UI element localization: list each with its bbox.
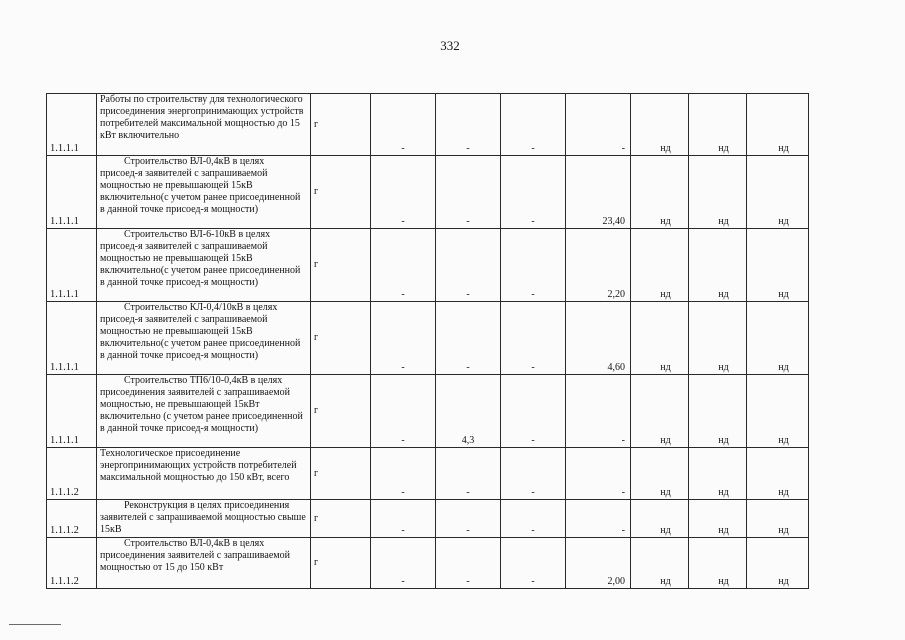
row-value: нд <box>689 448 747 500</box>
row-value: - <box>501 538 566 589</box>
table-row <box>47 448 809 500</box>
row-value: - <box>566 500 631 538</box>
row-value: нд <box>631 302 689 375</box>
table-row <box>47 94 809 156</box>
row-value: - <box>436 229 501 302</box>
row-unit: г <box>311 375 371 448</box>
row-value: нд <box>689 375 747 448</box>
row-unit: г <box>311 94 371 156</box>
row-value: - <box>566 94 631 156</box>
row-unit: г <box>311 538 371 589</box>
row-value: - <box>371 500 436 538</box>
table-row <box>47 156 809 229</box>
row-value: - <box>501 375 566 448</box>
row-value: - <box>436 538 501 589</box>
row-value: нд <box>747 156 809 229</box>
row-description: Строительство ВЛ-0,4кВ в целях присоединения заявителей с запрашиваемой мощностью от 15 до 150 кВт <box>97 538 311 589</box>
page-number: 332 <box>440 38 460 53</box>
row-value: нд <box>631 375 689 448</box>
row-value: нд <box>689 500 747 538</box>
row-value: - <box>371 375 436 448</box>
row-description: Строительство ТП6/10-0,4кВ в целях присоединения заявителей с запрашиваемой мощностью, не превышающей 15кВт включительно (с учетом ранее присоединенной в данной точке присоед-я мощности) <box>97 375 311 448</box>
row-unit: г <box>311 229 371 302</box>
row-value: нд <box>747 229 809 302</box>
row-value: нд <box>747 94 809 156</box>
row-description: Строительство ВЛ-6-10кВ в целях присоед-я заявителей с запрашиваемой мощностью не превышающей 15кВ включительно(с учетом ранее присоединенной в данной точке присоед-я мощности) <box>97 229 311 302</box>
data-table <box>46 93 809 589</box>
row-value: нд <box>747 302 809 375</box>
row-value: - <box>371 538 436 589</box>
row-value: нд <box>747 448 809 500</box>
row-code: 1.1.1.2 <box>47 448 97 500</box>
row-code: 1.1.1.1 <box>47 375 97 448</box>
row-value: - <box>501 229 566 302</box>
row-value: - <box>371 448 436 500</box>
row-value: - <box>371 94 436 156</box>
row-code: 1.1.1.1 <box>47 229 97 302</box>
row-value: - <box>501 500 566 538</box>
row-value: нд <box>631 538 689 589</box>
row-value: нд <box>631 448 689 500</box>
row-value: - <box>436 94 501 156</box>
row-value: нд <box>747 375 809 448</box>
row-value: - <box>371 302 436 375</box>
row-value: 4,60 <box>566 302 631 375</box>
row-value: 2,20 <box>566 229 631 302</box>
row-code: 1.1.1.1 <box>47 156 97 229</box>
row-code: 1.1.1.2 <box>47 538 97 589</box>
row-value: нд <box>689 538 747 589</box>
table-row <box>47 229 809 302</box>
row-unit: г <box>311 500 371 538</box>
row-unit: г <box>311 302 371 375</box>
row-value: нд <box>747 538 809 589</box>
row-value: - <box>501 448 566 500</box>
row-code: 1.1.1.2 <box>47 500 97 538</box>
row-value: - <box>501 94 566 156</box>
row-value: - <box>371 229 436 302</box>
row-code: 1.1.1.1 <box>47 302 97 375</box>
row-value: нд <box>689 94 747 156</box>
row-value: - <box>566 375 631 448</box>
row-value: 4,3 <box>436 375 501 448</box>
row-value: нд <box>747 500 809 538</box>
table-row <box>47 375 809 448</box>
table-row <box>47 302 809 375</box>
row-value: нд <box>689 229 747 302</box>
row-value: - <box>501 156 566 229</box>
row-value: 2,00 <box>566 538 631 589</box>
row-description: Реконструкция в целях присоединения заявителей с запрашиваемой мощностью свыше 15кВ <box>97 500 311 538</box>
row-value: - <box>436 500 501 538</box>
row-description: Строительство ВЛ-0,4кВ в целях присоед-я заявителей с запрашиваемой мощностью не превышающей 15кВ включительно(с учетом ранее присоединенной в данной точке присоед-я мощности) <box>97 156 311 229</box>
row-value: нд <box>631 156 689 229</box>
row-description: Строительство КЛ-0,4/10кВ в целях присоед-я заявителей с запрашиваемой мощностью не превышающей 15кВ включительно(с учетом ранее присоединенной в данной точке присоед-я мощности) <box>97 302 311 375</box>
table-row <box>47 500 809 538</box>
table-row <box>47 538 809 589</box>
row-value: нд <box>631 500 689 538</box>
row-value: - <box>436 448 501 500</box>
row-value: - <box>371 156 436 229</box>
row-value: - <box>436 156 501 229</box>
row-description: Работы по строительству для технологического присоединения энергопринимающих устройств потребителей максимальной мощностью до 15 кВт включительно <box>97 94 311 156</box>
row-value: нд <box>689 156 747 229</box>
row-value: - <box>501 302 566 375</box>
row-value: нд <box>631 229 689 302</box>
row-unit: г <box>311 448 371 500</box>
row-description: Технологическое присоединение энергопринимающих устройств потребителей максимальной мощностью до 150 кВт, всего <box>97 448 311 500</box>
row-value: - <box>436 302 501 375</box>
row-unit: г <box>311 156 371 229</box>
row-value: нд <box>689 302 747 375</box>
row-value: нд <box>631 94 689 156</box>
row-code: 1.1.1.1 <box>47 94 97 156</box>
row-value: - <box>566 448 631 500</box>
row-value: 23,40 <box>566 156 631 229</box>
footnote-rule <box>9 624 61 625</box>
